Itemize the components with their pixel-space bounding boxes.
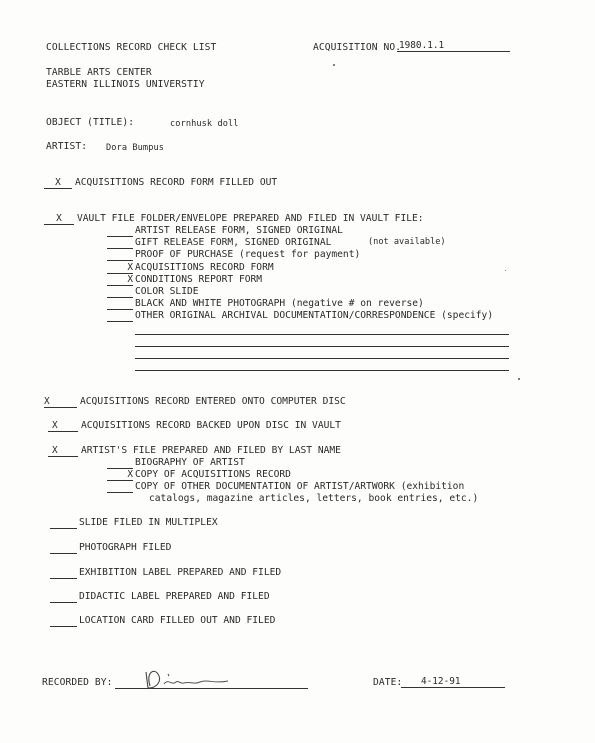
item-label: SLIDE FILED IN MULTIPLEX — [79, 517, 218, 528]
check-blank[interactable] — [107, 457, 133, 469]
check-blank[interactable] — [50, 567, 77, 579]
item-label: ACQUISITIONS RECORD ENTERED ONTO COMPUTER DISC — [80, 396, 346, 407]
item-label: ARTIST RELEASE FORM, SIGNED ORIGINAL — [135, 225, 343, 236]
specify-line[interactable] — [135, 346, 509, 347]
check-blank[interactable]: X — [107, 274, 133, 286]
item-label: DIDACTIC LABEL PREPARED AND FILED — [79, 591, 270, 602]
item-label: BLACK AND WHITE PHOTOGRAPH (negative # on reverse) — [135, 298, 424, 309]
scan-speck — [518, 378, 520, 380]
item-label: COPY OF ACQUISITIONS RECORD — [135, 469, 291, 480]
date-value: 4-12-91 — [421, 676, 461, 687]
check-blank[interactable] — [50, 542, 77, 554]
item-label: ARTIST'S FILE PREPARED AND FILED BY LAST NAME — [81, 445, 341, 456]
check-blank[interactable]: X — [48, 445, 78, 457]
check-blank[interactable]: X — [44, 177, 72, 189]
org-university: EASTERN ILLINOIS UNIVERSTIY — [46, 79, 205, 90]
artist-value: Dora Bumpus — [106, 143, 165, 153]
item-label: COLOR SLIDE — [135, 286, 199, 297]
check-blank[interactable] — [107, 481, 133, 493]
check-blank[interactable] — [107, 237, 133, 249]
check-blank[interactable]: X — [107, 469, 133, 481]
item-label: ACQUISITIONS RECORD FORM FILLED OUT — [75, 177, 278, 188]
check-blank[interactable]: X — [48, 420, 78, 432]
acquisition-label: ACQUISITION NO. — [313, 42, 402, 53]
specify-line[interactable] — [135, 358, 509, 359]
specify-line[interactable] — [135, 334, 509, 335]
item-label: PROOF OF PURCHASE (request for payment) — [135, 249, 361, 260]
check-blank[interactable] — [107, 225, 133, 237]
check-blank[interactable]: X — [107, 262, 133, 274]
artist-label: ARTIST: — [46, 141, 88, 152]
check-blank[interactable] — [107, 249, 133, 261]
item-label: PHOTOGRAPH FILED — [79, 542, 172, 553]
acquisition-number-field[interactable] — [397, 40, 510, 52]
item-label: EXHIBITION LABEL PREPARED AND FILED — [79, 567, 282, 578]
object-value: cornhusk doll — [170, 119, 239, 129]
acquisition-number-value: 1980.1.1 — [399, 40, 445, 51]
org-name: TARBLE ARTS CENTER — [46, 67, 152, 78]
item-label: OTHER ORIGINAL ARCHIVAL DOCUMENTATION/CORRESPONDENCE (specify) — [135, 310, 494, 321]
check-blank[interactable] — [107, 310, 133, 322]
date-field[interactable] — [401, 676, 505, 688]
check-blank[interactable] — [50, 591, 77, 603]
check-blank[interactable]: X — [44, 396, 77, 408]
check-blank[interactable] — [107, 286, 133, 298]
item-label: COPY OF OTHER DOCUMENTATION OF ARTIST/ARTWORK (exhibition — [135, 481, 465, 492]
scan-speck — [505, 270, 506, 271]
item-label: GIFT RELEASE FORM, SIGNED ORIGINAL — [135, 237, 332, 248]
item-label: ACQUISITIONS RECORD FORM — [135, 262, 274, 273]
check-blank[interactable] — [107, 298, 133, 310]
check-blank[interactable]: X — [44, 213, 74, 225]
item-note: (not available) — [368, 237, 446, 247]
check-blank[interactable] — [50, 517, 77, 529]
check-blank[interactable] — [50, 615, 77, 627]
item-label: CONDITIONS REPORT FORM — [135, 274, 263, 285]
date-label: DATE: — [373, 677, 403, 688]
item-label: BIOGRAPHY OF ARTIST — [135, 457, 245, 468]
item-label: ACQUISITIONS RECORD BACKED UPON DISC IN VAULT — [81, 420, 341, 431]
signature-image — [138, 664, 248, 694]
item-label: LOCATION CARD FILLED OUT AND FILED — [79, 615, 276, 626]
object-label: OBJECT (TITLE): — [46, 117, 135, 128]
recorded-by-label: RECORDED BY: — [42, 677, 113, 688]
item-label-continued: catalogs, magazine articles, letters, book entries, etc.) — [149, 493, 479, 504]
item-label: VAULT FILE FOLDER/ENVELOPE PREPARED AND FILED IN VAULT FILE: — [77, 213, 424, 224]
form-title: COLLECTIONS RECORD CHECK LIST — [46, 42, 217, 53]
specify-line[interactable] — [135, 370, 509, 371]
scan-speck — [333, 64, 335, 66]
